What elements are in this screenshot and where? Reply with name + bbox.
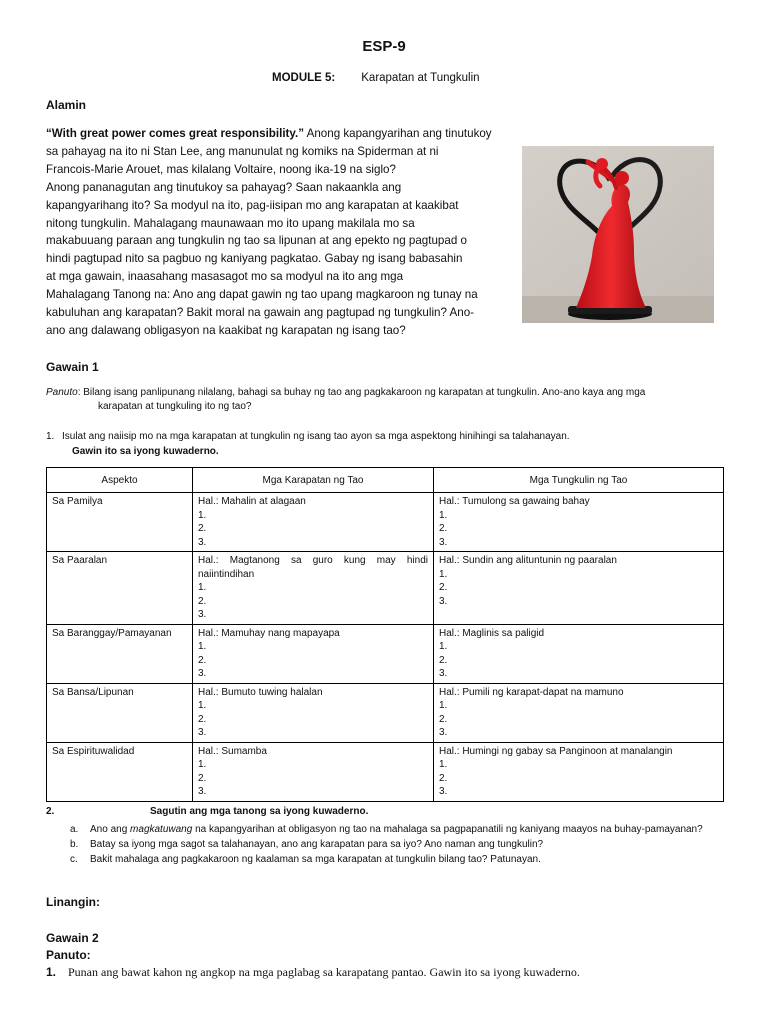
section2-heading: 2. Sagutin ang mga tanong sa iyong kuwaderno. xyxy=(46,806,369,817)
table-row xyxy=(47,552,724,625)
aspect-cell: Sa Bansa/Lipunan xyxy=(47,683,193,742)
intro-line: makabuuang paraan ang tungkulin ng tao sa lipunan at ang epekto ng pagtupad o xyxy=(46,234,467,248)
intro-line: nitong tungkulin. Mahalagang maunawaan mo ito upang makilala mo sa xyxy=(46,216,415,230)
intro-quote: “With great power comes great responsibility.” xyxy=(46,127,305,140)
list-item: c. Bakit mahalaga ang pagkakaroon ng kaalaman sa mga karapatan at tungkulin bilang tao? Patunayan. xyxy=(70,854,541,865)
intro-line: ano ang dalawang obligasyon na kaakibat ng karapatan ng isang tao? xyxy=(46,323,406,337)
intro-paragraph xyxy=(46,125,524,340)
rights-duties-table xyxy=(46,467,724,802)
duties-cell: Hal.: Pumili ng karapat-dapat na mamuno 1. 2. 3. xyxy=(434,683,724,742)
alamin-heading: Alamin xyxy=(46,98,87,112)
aspect-cell: Sa Espirituwalidad xyxy=(47,742,193,801)
linangin-heading: Linangin: xyxy=(46,895,100,909)
duties-cell: Hal.: Humingi ng gabay sa Panginoon at manalangin 1. 2. 3. xyxy=(434,742,724,801)
gawain1-item-1: 1. Isulat ang naiisip mo na mga karapatan at tungkulin ng isang tao ayon sa mga aspektong hinihingi sa talahanayan. Gawin ito sa iyong kuwaderno. xyxy=(46,431,570,457)
question-list xyxy=(70,822,730,867)
rights-cell: Hal.: Mamuhay nang mapayapa 1. 2. 3. xyxy=(193,624,434,683)
gawain2-heading: Gawain 2 xyxy=(46,931,99,945)
table-row xyxy=(47,493,724,552)
duties-cell: Hal.: Tumulong sa gawaing bahay 1. 2. 3. xyxy=(434,493,724,552)
aspect-cell: Sa Paaralan xyxy=(47,552,193,625)
aspect-cell: Sa Pamilya xyxy=(47,493,193,552)
intro-line: Mahalagang Tanong na: Ano ang dapat gawin ng tao upang magkaroon ng tunay na xyxy=(46,288,478,302)
column-header: Mga Karapatan ng Tao xyxy=(193,468,434,493)
rights-cell: Hal.: Bumuto tuwing halalan 1. 2. 3. xyxy=(193,683,434,742)
list-item: b. Batay sa iyong mga sagot sa talahanayan, ano ang karapatan para sa iyo? Ano naman ang tungkulin? xyxy=(70,839,544,850)
sculpture-photo xyxy=(522,146,714,323)
table-row xyxy=(47,742,724,801)
column-header: Aspekto xyxy=(47,468,193,493)
duties-cell: Hal.: Sundin ang alituntunin ng paaralan 1. 2. 3. xyxy=(434,552,724,625)
gawain2-item-1: 1. Punan ang bawat kahon ng angkop na mga paglabag sa karapatang pantao. Gawin ito sa iyong kuwaderno. xyxy=(46,965,580,979)
intro-line: Francois-Marie Arouet, mas kilalang Voltaire, noong ika-19 na siglo? xyxy=(46,162,396,176)
module-title: Karapatan at Tungkulin xyxy=(361,72,480,84)
page-title: ESP-9 xyxy=(362,38,406,55)
column-header: Mga Tungkulin ng Tao xyxy=(434,468,724,493)
gawain2-panuto: Panuto: xyxy=(46,948,91,962)
aspect-cell: Sa Baranggay/Pamayanan xyxy=(47,624,193,683)
intro-line: sa pahayag na ito ni Stan Lee, ang manunulat ng komiks na Spiderman at ni xyxy=(46,144,439,158)
intro-line: “With great power comes great responsibility.” Anong kapangyarihan ang tinutukoy xyxy=(46,127,492,140)
intro-line: kabuluhan ang karapatan? Bakit moral na gawain ang pagtupad ng tungkulin? Ano- xyxy=(46,306,475,320)
rights-cell: Hal.: Sumamba 1. 2. 3. xyxy=(193,742,434,801)
intro-line: hindi pagtupad nito sa pagbuo ng kaniyang pagkatao. Gabay ng isang babasahin xyxy=(46,252,463,266)
rights-cell: Hal.: Magtanong sa guro kung may hindi naiintindihan 1. 2. 3. xyxy=(193,552,434,625)
module-label: MODULE 5: xyxy=(272,72,336,84)
duties-cell: Hal.: Maglinis sa paligid 1. 2. 3. xyxy=(434,624,724,683)
rights-cell: Hal.: Mahalin at alagaan 1. 2. 3. xyxy=(193,493,434,552)
gawain1-heading: Gawain 1 xyxy=(46,360,99,374)
module-heading xyxy=(272,72,480,84)
intro-line: Anong pananagutan ang tinutukoy sa pahayag? Saan nakaankla ang xyxy=(46,180,402,194)
gawain1-instructions: Panuto: Bilang isang panlipunang nilalang, bahagi sa buhay ng tao ang pagkakaroon ng karapatan at tungkulin. Ano-ano kaya ang mga karapatan at tungkuling ito ng tao? xyxy=(46,387,646,412)
intro-line: kapangyarihang ito? Sa modyul na ito, pag-iisipan mo ang karapatan at kaakibat xyxy=(46,198,459,212)
table-row xyxy=(47,683,724,742)
panuto-label: Panuto xyxy=(46,387,78,398)
table-header-row xyxy=(47,468,724,493)
intro-line: at mga gawain, inaasahang masasagot mo sa modyul na ito ang mga xyxy=(46,270,404,284)
table-row xyxy=(47,624,724,683)
list-item: a. Ano ang magkatuwang na kapangyarihan at obligasyon ng tao na mahalaga sa pagpapanatili ng kaniyang maayos na buhay-pamayanan? xyxy=(70,824,703,835)
